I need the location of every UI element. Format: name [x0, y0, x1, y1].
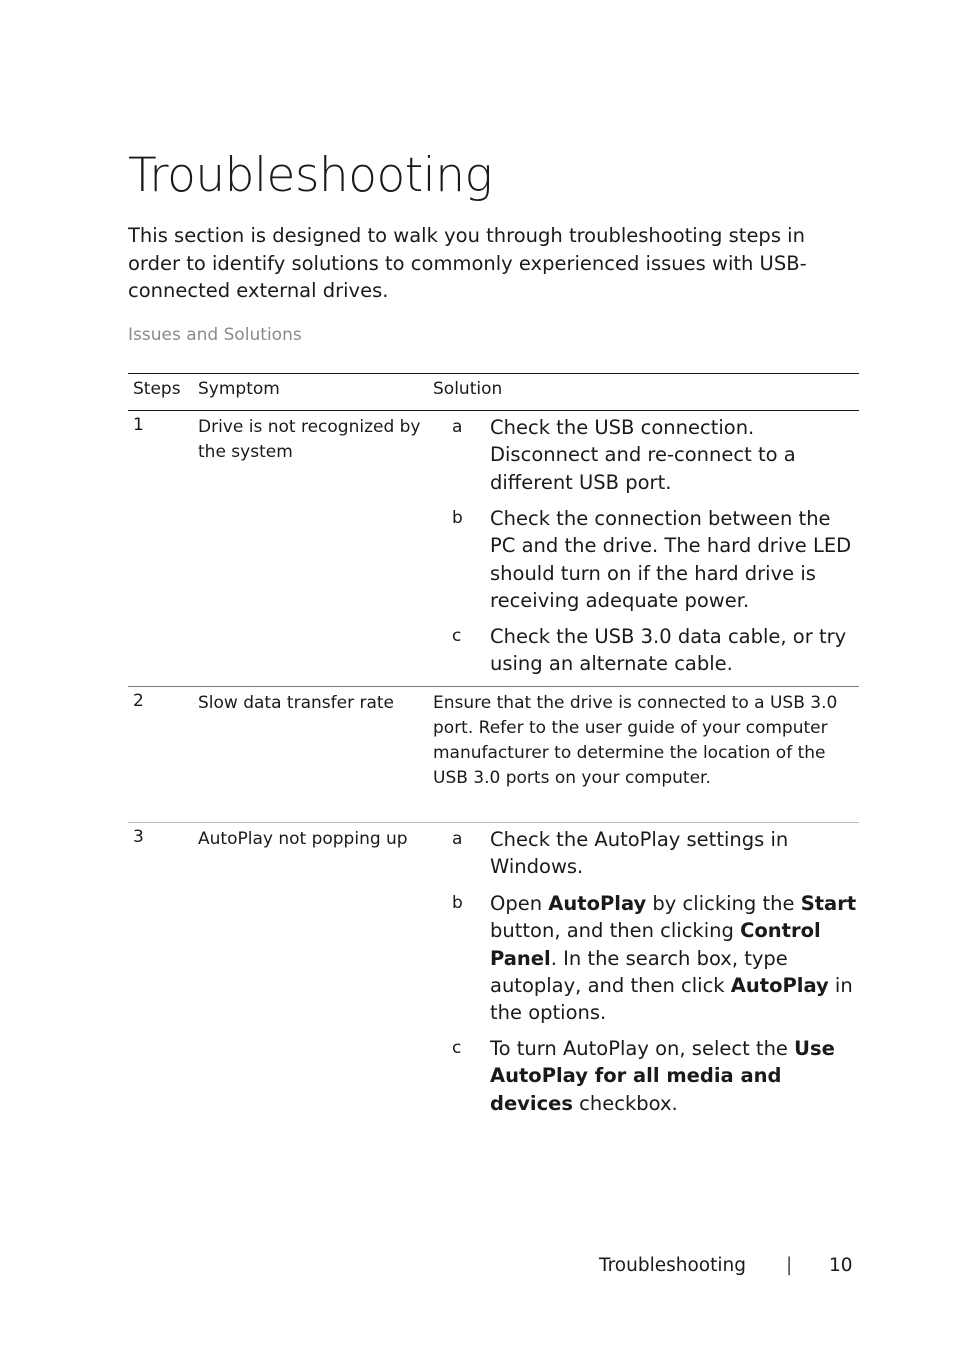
- issues-table: [128, 373, 859, 1123]
- bold-use-autoplay-option: Use AutoPlay for all media and devices: [490, 1037, 835, 1115]
- symptom-text: Slow data transfer rate: [198, 693, 394, 713]
- solution-text: Check the USB 3.0 data cable, or try using an alternate cable.: [490, 625, 847, 676]
- solution-letter: c: [452, 626, 462, 646]
- header-steps: Steps: [133, 379, 181, 399]
- intro-paragraph: This section is designed to walk you through troubleshooting steps in order to identify solutions to commonly experienced issues with USB-connected external drives.: [128, 224, 807, 302]
- solution-letter: a: [452, 829, 463, 849]
- symptom-text: AutoPlay not popping up: [198, 829, 408, 849]
- step-number: 3: [133, 827, 144, 847]
- solution-text: [490, 1035, 860, 1117]
- footer-separator: |: [786, 1255, 793, 1276]
- symptom-text: Drive is not recognized by the system: [198, 417, 421, 462]
- text-run: . In the search box, type autoplay, and then click: [490, 946, 788, 997]
- text-run: To turn AutoPlay on, select the: [490, 1037, 795, 1060]
- text-run: in the options.: [490, 973, 853, 1025]
- header-symptom: Symptom: [198, 379, 280, 399]
- bold-autoplay: AutoPlay: [548, 892, 647, 915]
- table-row: [128, 823, 859, 1123]
- text-run: checkbox.: [572, 1091, 678, 1115]
- solution-text: Check the AutoPlay settings in Windows.: [490, 828, 789, 879]
- footer-section-title: Troubleshooting: [599, 1255, 746, 1276]
- solution-text: Ensure that the drive is connected to a USB 3.0 port. Refer to the user guide of your computer manufacturer to determine the location of the USB 3.0 ports on your computer.: [433, 693, 838, 788]
- text-run: Open: [490, 892, 549, 915]
- solution-letter: b: [452, 508, 463, 528]
- table-header-row: [128, 374, 859, 411]
- table-row: [128, 411, 859, 687]
- table-caption: Issues and Solutions: [128, 325, 302, 345]
- solution-text: Check the USB connection. Disconnect and re-connect to a different USB port.: [490, 416, 796, 494]
- step-number: 1: [133, 415, 144, 435]
- step-number: 2: [133, 691, 144, 711]
- bold-start: Start: [800, 892, 857, 915]
- solution-text: Check the connection between the PC and the drive. The hard drive LED should turn on if the hard drive is receiving adequate power.: [490, 507, 852, 612]
- text-run: button, and then clicking: [490, 919, 741, 943]
- page-number: 10: [829, 1255, 853, 1276]
- bold-control-panel: Control Panel: [490, 919, 821, 970]
- table-row: [128, 687, 859, 823]
- solution-text: [490, 890, 860, 1026]
- header-solution: Solution: [433, 379, 503, 399]
- solution-letter: b: [452, 893, 463, 913]
- solution-letter: c: [452, 1038, 462, 1058]
- text-run: by clicking the: [646, 892, 801, 915]
- page-title: Troubleshooting: [128, 148, 493, 203]
- bold-autoplay: AutoPlay: [730, 973, 829, 997]
- solution-letter: a: [452, 417, 463, 437]
